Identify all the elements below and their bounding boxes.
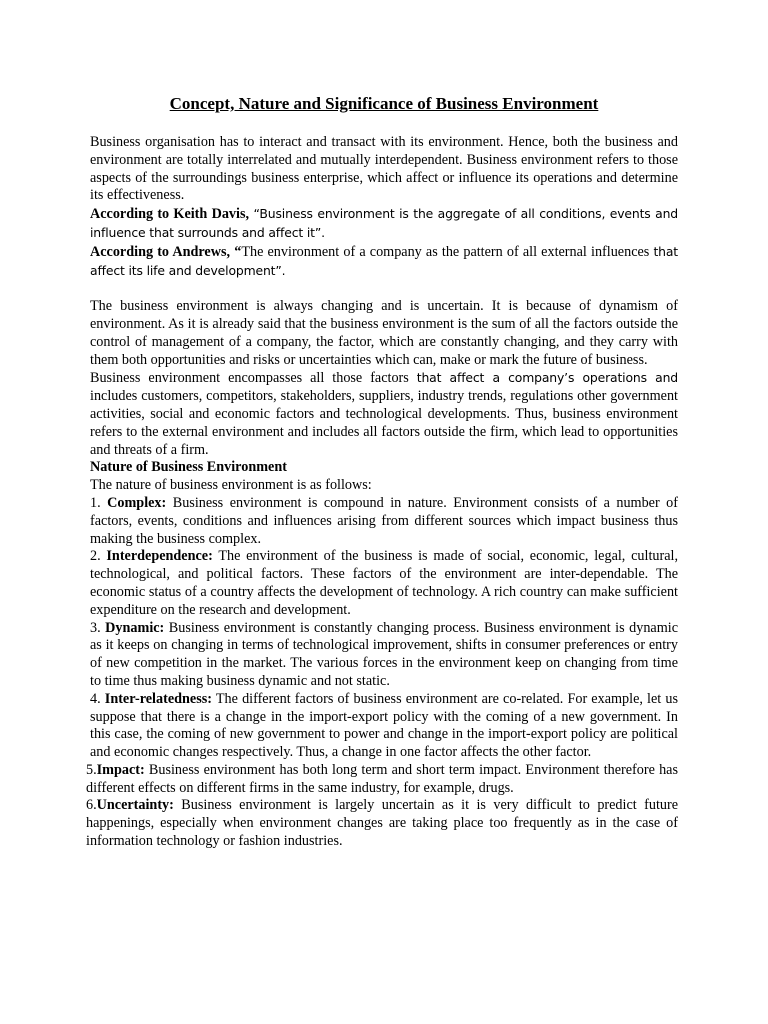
item-text: The different factors of business environment are co-related. For example, let us suppose that there is a change in the import-export policy with the coming of a new government. In this case, the coming of new government to power and change in the import-export policy are political and economic changes respectively. Thus, a change in one factor affects the other factor.: [90, 690, 679, 761]
nature-item-interdependence: [90, 548, 678, 619]
item-label: Complex:: [107, 494, 167, 511]
item-text: Business environment has both long term and short term impact. Environment therefore has different effects on different firms in the same industry, for example, drugs.: [86, 761, 678, 796]
andrews-quote-sans: that affect its life and development”.: [90, 243, 679, 278]
changing-paragraph: The business environment is always changing and is uncertain. It is because of dynamism of environment. As it is already said that the business environment is the sum of all the factors outside the control of management of a company, the factor, which are constantly changing, and they carry with them both opportunities and risks or uncertainties which can, make or mark the future of business.: [90, 298, 678, 368]
item-number: 1.: [90, 494, 108, 511]
davis-quote: “Business environment is the aggregate of all conditions, events and influence that surrounds and affect it”.: [90, 206, 678, 240]
davis-label: According to Keith Davis,: [90, 206, 250, 223]
item-label: Uncertainty:: [96, 797, 174, 814]
item-number: 6.: [86, 797, 97, 814]
item-number: 2.: [90, 548, 107, 565]
encompasses-start: Business environment encompasses all those factors: [90, 370, 417, 387]
encompasses-rest: includes customers, competitors, stakeholders, suppliers, industry trends, regulations other government activities, social and economic factors and technological developments. Thus, business environment refers to the external environment and includes all factors outside the firm, which lead to opportunities and threats of a firm.: [90, 388, 678, 458]
nature-heading: Nature of Business Environment: [90, 459, 287, 476]
item-number: 3.: [90, 619, 106, 636]
nature-item-impact: [86, 762, 678, 798]
item-text: Business environment is constantly changing process. Business environment is dynamic as it keeps on changing in terms of technological improvement, shifts in consumer preferences or entry of new competition in the market. The various forces in the environment keep on changing from time to time thus making business dynamic and not static.: [90, 619, 679, 689]
andrews-label: According to Andrews,: [90, 243, 231, 260]
intro-paragraph: [90, 134, 678, 280]
item-label: Dynamic:: [105, 619, 165, 636]
item-text: Business environment is compound in nature. Environment consists of a number of factors, events, conditions and influences arising from different sources which impact business thus making the business complex.: [90, 494, 679, 547]
nature-item-dynamic: [90, 620, 678, 691]
item-text: The environment of the business is made of social, economic, legal, cultural, technological, and political factors. These factors of the environment are inter-dependable. The economic status of a country affects the development of technology. A rich country can make sufficient expenditure on the research and development.: [90, 548, 678, 618]
item-label: Impact:: [96, 761, 145, 778]
item-text: Business environment is largely uncertain as it is very difficult to predict future happenings, especially when environment changes are taking place too frequently as in the case of information technology or fashion industries.: [86, 797, 678, 850]
item-label: Inter-relatedness:: [104, 690, 212, 707]
document-title: Concept, Nature and Significance of Business Environment: [169, 94, 599, 113]
item-number: 5.: [86, 761, 97, 778]
nature-item-complex: [90, 495, 678, 548]
item-label: Interdependence:: [106, 548, 213, 565]
document-page: [86, 93, 679, 851]
nature-intro: The nature of business environment is as follows:: [90, 477, 372, 494]
intro-text: Business organisation has to interact and transact with its environment. Hence, both the business and environment are totally interrelated and mutually interdependent. Business environment refers to those aspects of the surroundings business enterprise, which affect or influence its operations and determine its effectiveness.: [90, 134, 678, 204]
nature-heading-line: [90, 459, 678, 477]
encompasses-sans: that affect a company’s operations and: [416, 370, 678, 386]
andrews-quote-open: “: [230, 243, 242, 260]
andrews-quote-serif: The environment of a company as the pattern of all external influences: [241, 243, 654, 260]
paragraph-gap: [90, 280, 678, 298]
item-number: 4.: [90, 690, 105, 707]
nature-item-inter-relatedness: [90, 691, 678, 762]
nature-item-uncertainty: [86, 797, 678, 850]
encompasses-paragraph: [90, 369, 678, 459]
